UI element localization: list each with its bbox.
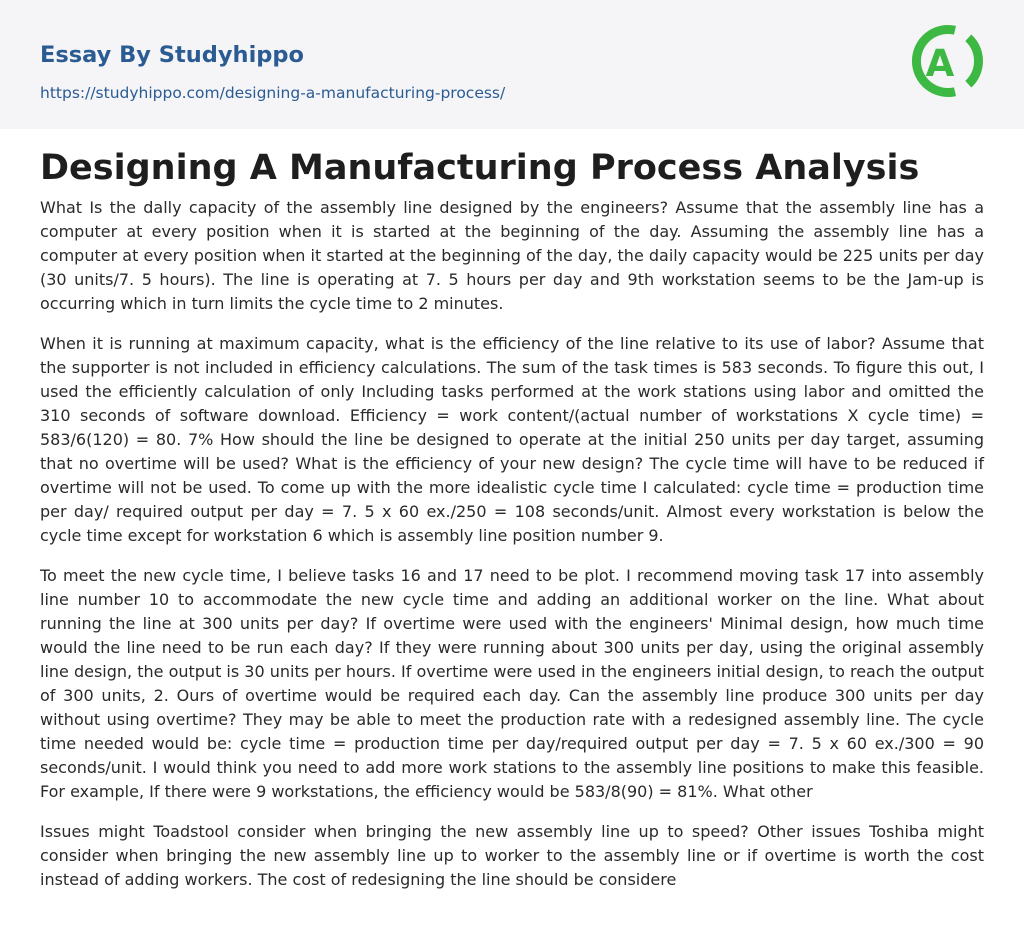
article — [40, 140, 984, 908]
circular-arc-logo-icon[interactable] — [898, 14, 992, 108]
site-brand[interactable]: Essay By Studyhippo — [40, 42, 304, 68]
article-title: Designing A Manufacturing Process Analysis — [40, 148, 920, 188]
paragraph-1: What Is the dally capacity of the assembly line designed by the engineers? Assume that the assembly line has a computer at every position when it is started at the beginning of the day. Assuming the assembly line has a computer at every position when it started at the beginning of the day, the daily capacity would be 225 units per day (30 units/7. 5 hours). The line is operating at 7. 5 hours per day and 9th workstation seems to be the Jam-up is occurring which in turn limits the cycle time to 2 minutes. — [40, 198, 984, 313]
logo-letter: A — [925, 42, 955, 85]
paragraph-4: Issues might Toadstool consider when bringing the new assembly line up to speed? Other issues Toshiba might consider when bringing the new assembly line up to worker to the assembly line or if overtime is worth the cost instead of adding workers. The cost of redesigning the line should be considere — [40, 822, 984, 889]
source-url-link[interactable]: https://studyhippo.com/designing-a-manufacturing-process/ — [40, 84, 506, 102]
paragraph-2: When it is running at maximum capacity, what is the efficiency of the line relative to its use of labor? Assume that the supporter is not included in efficiency calculations. The sum of the task times is 583 seconds. To figure this out, I used the efficiently calculation of only Including tasks performed at the work stations using labor and omitted the 310 seconds of software download. Efficiency = work content/(actual number of workstations X cycle time) = 583/6(120) = 80. 7% How should the line be designed to operate at the initial 250 units per day target, assuming that no overtime will be used? What is the efficiency of your new design? The cycle time will have to be reduced if overtime will not be used. To come up with the more idealistic cycle time I calculated: cycle time = production time per day/ required output per day = 7. 5 x 60 ex./250 = 108 seconds/unit. Almost every workstation is below the cycle time except for workstation 6 which is assembly line position number 9. — [40, 334, 984, 545]
page-header — [0, 0, 1024, 129]
paragraph-3: To meet the new cycle time, I believe tasks 16 and 17 need to be plot. I recommend moving task 17 into assembly line number 10 to accommodate the new cycle time and adding an additional worker on the line. What about running the line at 300 units per day? If overtime were used with the engineers' Minimal design, how much time would the line need to be run each day? If they were running about 300 units per day, using the original assembly line design, the output is 30 units per hours. If overtime were used in the engineers initial design, to reach the output of 300 units, 2. Ours of overtime would be required each day. Can the assembly line produce 300 units per day without using overtime? They may be able to meet the production rate with a redesigned assembly line. The cycle time needed would be: cycle time = production time per day/required output per day = 7. 5 x 60 ex./300 = 90 seconds/unit. I would think you need to add more work stations to the assembly line positions to make this feasible. For example, If there were 9 workstations, the efficiency would be 583/8(90) = 81%. What other — [40, 566, 984, 801]
